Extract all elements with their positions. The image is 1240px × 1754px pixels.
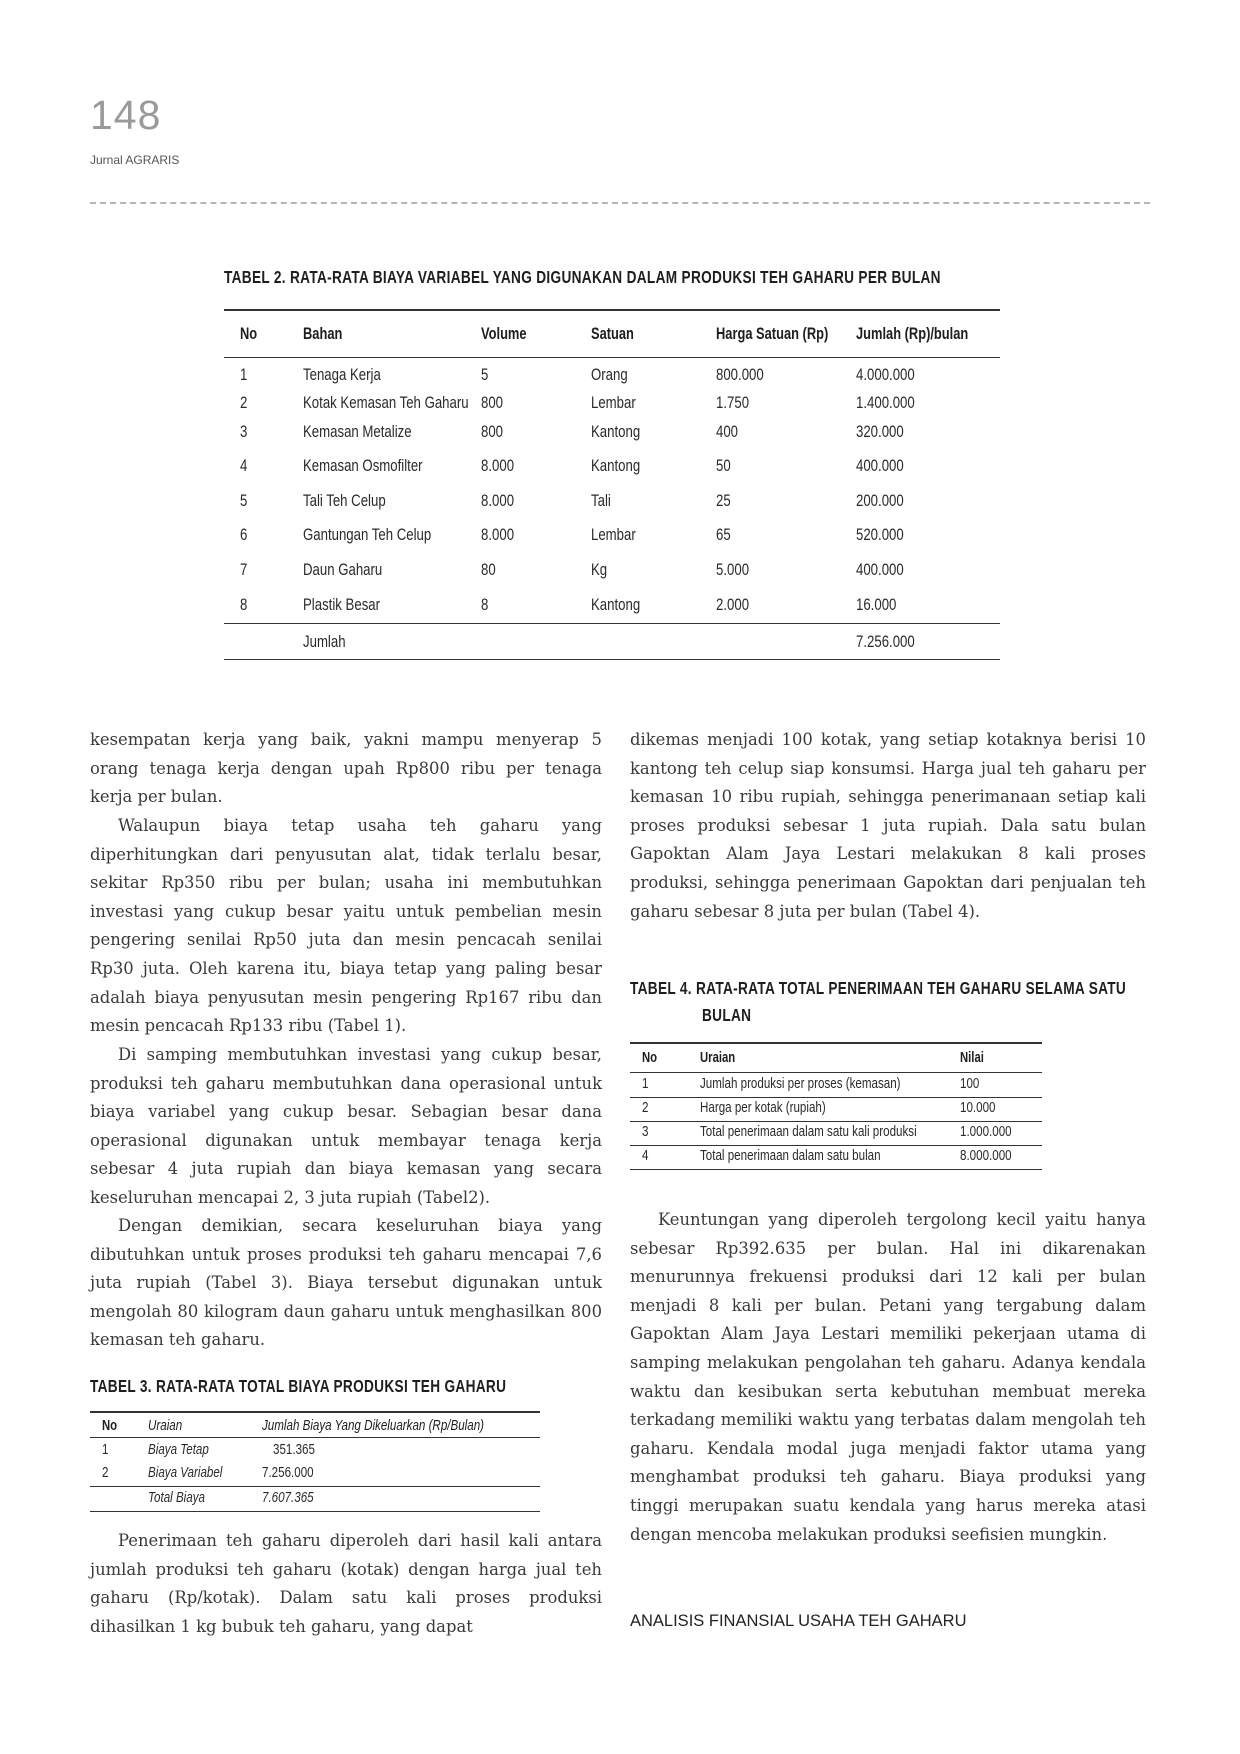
- table-2-header-no: No: [240, 325, 258, 343]
- table-2-cell: Plastik Besar: [303, 596, 381, 614]
- table-2-cell: 8.000: [481, 457, 515, 475]
- table-3-cell: 7.256.000: [262, 1465, 314, 1481]
- table-2-cell: Kemasan Metalize: [303, 423, 412, 441]
- table-2-cell: Tenaga Kerja: [303, 366, 381, 384]
- table-4-row-rule: [630, 1121, 1042, 1122]
- table-2-cell: Tali Teh Celup: [303, 492, 386, 510]
- table-2-cell: Kg: [591, 561, 608, 579]
- table-3-header-rule: [90, 1437, 540, 1438]
- table-3-cell: 2: [102, 1465, 109, 1481]
- table-2-cell: 8: [240, 596, 248, 614]
- page-number: 148: [90, 92, 162, 138]
- table-2-cell: Kantong: [591, 423, 641, 441]
- table-2-header-harga: Harga Satuan (Rp): [716, 325, 829, 343]
- table-4-cell: Total penerimaan dalam satu kali produksi: [700, 1124, 917, 1140]
- table-2-cell: 25: [716, 492, 731, 510]
- table-2-cell: Kotak Kemasan Teh Gaharu: [303, 394, 469, 412]
- table-2-cell: 50: [716, 457, 731, 475]
- table-2-total-rule: [224, 623, 1000, 624]
- table-2-cell: 4.000.000: [856, 366, 915, 384]
- table-2-cell: 80: [481, 561, 496, 579]
- table-2-cell: 800: [481, 394, 504, 412]
- table-3-cell: 351.365: [273, 1442, 315, 1458]
- table-2-top-rule: [224, 309, 1000, 311]
- table-2-cell: Tali: [591, 492, 611, 510]
- table-2-cell: 8: [481, 596, 489, 614]
- table-2-cell: 520.000: [856, 526, 904, 544]
- table-2-cell: Lembar: [591, 394, 636, 412]
- table-2-cell: 7: [240, 561, 248, 579]
- table-2-cell: 1: [240, 366, 248, 384]
- left-paragraph-3: [90, 1041, 602, 1213]
- table-2-cell: 65: [716, 526, 731, 544]
- left-paragraph-1: kesempatan kerja yang baik, yakni mampu menyerap 5 orang tenaga kerja dengan upah Rp800 ribu per tenaga kerja per bulan.: [90, 730, 602, 807]
- table-4-header-no: No: [642, 1050, 658, 1066]
- table-2-cell: 8.000: [481, 526, 515, 544]
- table-2-cell: Lembar: [591, 526, 636, 544]
- table-2-header-volume: Volume: [481, 325, 527, 343]
- table-4-top-rule: [630, 1042, 1042, 1044]
- table-3-cell: 1: [102, 1442, 109, 1458]
- table-3-header-uraian: Uraian: [148, 1418, 183, 1434]
- table-3-total-value: 7.607.365: [262, 1490, 314, 1506]
- table-2-cell: 800.000: [716, 366, 764, 384]
- table-2-header-satuan: Satuan: [591, 325, 634, 343]
- right-paragraph-2-text: Keuntungan yang diperoleh tergolong kecil yaitu hanya sebesar Rp392.635 per bulan. Hal ini dikarenakan menurunnya frekuensi produksi dari 12 kali per bulan menjadi 8 kali per bulan. Petani yang tergabung dalam Gapoktan Alam Jaya Lestari memiliki pekerjaan utama di samping melakukan pengolahan teh gaharu. Adanya kendala waktu dan kesibukan serta kebutuhan membuat mereka terkadang memiliki waktu yang terbatas dalam mengolah teh gaharu. Kendala modal juga menjadi faktor utama yang menghambat produksi teh gaharu. Biaya produksi yang tinggi merupakan suatu kendala yang harus mereka atasi dengan mencoba melakukan produksi seefisien mungkin.: [630, 1210, 1146, 1544]
- table-4-cell: 3: [642, 1124, 649, 1140]
- table-2-total-value: 7.256.000: [856, 633, 915, 651]
- table-2-cell: Kantong: [591, 596, 641, 614]
- table-2-cell: 5: [240, 492, 248, 510]
- table-4-row-rule: [630, 1097, 1042, 1098]
- table-2-cell: 200.000: [856, 492, 904, 510]
- table-3-top-rule: [90, 1411, 540, 1413]
- table-2-title: TABEL 2. RATA-RATA BIAYA VARIABEL YANG DIGUNAKAN DALAM PRODUKSI TEH GAHARU PER BULAN: [224, 267, 941, 287]
- left-paragraph-2: [90, 812, 602, 1041]
- table-2-cell: Orang: [591, 366, 628, 384]
- table-2-header-jumlah: Jumlah (Rp)/bulan: [856, 325, 969, 343]
- table-4-header-nilai: Nilai: [960, 1050, 984, 1066]
- table-2-cell: Gantungan Teh Celup: [303, 526, 432, 544]
- table-2-cell: 400.000: [856, 561, 904, 579]
- table-2-cell: Daun Gaharu: [303, 561, 383, 579]
- table-2-header-bahan: Bahan: [303, 325, 343, 343]
- table-2-cell: 400.000: [856, 457, 904, 475]
- left-paragraph-5: [90, 1527, 602, 1641]
- table-4-cell: Total penerimaan dalam satu bulan: [700, 1148, 881, 1164]
- table-3-cell: Biaya Variabel: [148, 1465, 223, 1481]
- table-2-cell: 800: [481, 423, 504, 441]
- table-4-row-rule: [630, 1145, 1042, 1146]
- table-3-bottom-rule: [90, 1511, 540, 1512]
- table-2-cell: 2.000: [716, 596, 750, 614]
- table-4-title-line-1: TABEL 4. RATA-RATA TOTAL PENERIMAAN TEH GAHARU SELAMA SATU: [630, 978, 1127, 998]
- table-2-cell: 320.000: [856, 423, 904, 441]
- table-4-cell: Jumlah produksi per proses (kemasan): [700, 1076, 901, 1092]
- table-3-header-jumlah: Jumlah Biaya Yang Dikeluarkan (Rp/Bulan): [262, 1418, 485, 1434]
- section-heading: ANALISIS FINANSIAL USAHA TEH GAHARU: [630, 1612, 967, 1630]
- table-4-header-rule: [630, 1072, 1042, 1073]
- right-paragraph-1: dikemas menjadi 100 kotak, yang setiap kotaknya berisi 10 kantong teh celup siap konsumsi. Harga jual teh gaharu per kemasan 10 ribu rupiah, sehingga penerimanaan setiap kali proses produksi sebesar 1 juta rupiah. Dala satu bulan Gapoktan Alam Jaya Lestari melakukan 8 kali proses produksi, sehingga penerimaan Gapoktan dari penjualan teh gaharu sebesar 8 juta per bulan (Tabel 4).: [630, 730, 1146, 921]
- table-2-cell: 5.000: [716, 561, 750, 579]
- table-3-cell: Biaya Tetap: [148, 1442, 209, 1458]
- table-2-cell: 6: [240, 526, 248, 544]
- right-paragraph-2: [630, 1206, 1146, 1549]
- table-3-title: TABEL 3. RATA-RATA TOTAL BIAYA PRODUKSI TEH GAHARU: [90, 1376, 507, 1396]
- table-3-total-label: Total Biaya: [148, 1490, 205, 1506]
- table-2-cell: 5: [481, 366, 489, 384]
- journal-name: Jurnal AGRARIS: [90, 153, 180, 167]
- table-4-cell: 10.000: [960, 1100, 996, 1116]
- left-paragraph-3-text: Di samping membutuhkan investasi yang cukup besar, produksi teh gaharu membutuhkan dana operasional untuk biaya variabel yang cukup besar. Sebagian besar dana operasional digunakan untuk membayar tenaga kerja sebesar 4 juta rupiah dan biaya kemasan yang secara keseluruhan mencapai 2, 3 juta rupiah (Tabel2).: [90, 1045, 602, 1207]
- table-4-cell: 100: [960, 1076, 980, 1092]
- table-2-bottom-rule: [224, 659, 1000, 660]
- table-4-cell: Harga per kotak (rupiah): [700, 1100, 826, 1116]
- table-2-header-rule: [224, 357, 1000, 358]
- table-2-cell: 1.750: [716, 394, 750, 412]
- header-divider: [90, 202, 1150, 204]
- left-paragraph-5-text: Penerimaan teh gaharu diperoleh dari hasil kali antara jumlah produksi teh gaharu (kotak) dengan harga jual teh gaharu (Rp/kotak). Dalam satu kali proses produksi dihasilkan 1 kg bubuk teh gaharu, yang dapat: [90, 1531, 602, 1636]
- table-4-cell: 1.000.000: [960, 1124, 1012, 1140]
- table-4-bottom-rule: [630, 1169, 1042, 1170]
- table-4-cell: 2: [642, 1100, 649, 1116]
- table-2-cell: 8.000: [481, 492, 515, 510]
- table-2-cell: 3: [240, 423, 248, 441]
- table-2-cell: 16.000: [856, 596, 897, 614]
- table-2-cell: 4: [240, 457, 248, 475]
- table-4-cell: 1: [642, 1076, 649, 1092]
- left-paragraph-4-text: Dengan demikian, secara keseluruhan biaya yang dibutuhkan untuk proses produksi teh gaharu mencapai 7,6 juta rupiah (Tabel 3). Biaya tersebut digunakan untuk mengolah 80 kilogram daun gaharu untuk menghasilkan 800 kemasan teh gaharu.: [90, 1216, 602, 1350]
- table-2-cell: 400: [716, 423, 739, 441]
- left-paragraph-4: [90, 1212, 602, 1355]
- table-4-title-line-2: BULAN: [702, 1005, 752, 1025]
- table-2-total-label: Jumlah: [303, 633, 346, 651]
- table-3-header-no: No: [102, 1418, 118, 1434]
- table-3-total-rule: [90, 1486, 540, 1487]
- table-2-cell: Kemasan Osmofilter: [303, 457, 423, 475]
- table-2-cell: 1.400.000: [856, 394, 915, 412]
- table-4-header-uraian: Uraian: [700, 1050, 736, 1066]
- table-4-cell: 8.000.000: [960, 1148, 1012, 1164]
- table-2-cell: 2: [240, 394, 248, 412]
- table-4-cell: 4: [642, 1148, 649, 1164]
- table-2-cell: Kantong: [591, 457, 641, 475]
- left-paragraph-2-text: Walaupun biaya tetap usaha teh gaharu yang diperhitungkan dari penyusutan alat, tidak terlalu besar, sekitar Rp350 ribu per bulan; usaha ini membutuhkan investasi yang cukup besar yaitu untuk pembelian mesin pengering senilai Rp50 juta dan mesin pencacah senilai Rp30 juta. Oleh karena itu, biaya tetap yang paling besar adalah biaya penyusutan mesin pengering Rp167 ribu dan mesin pencacah Rp133 ribu (Tabel 1).: [90, 816, 602, 1036]
